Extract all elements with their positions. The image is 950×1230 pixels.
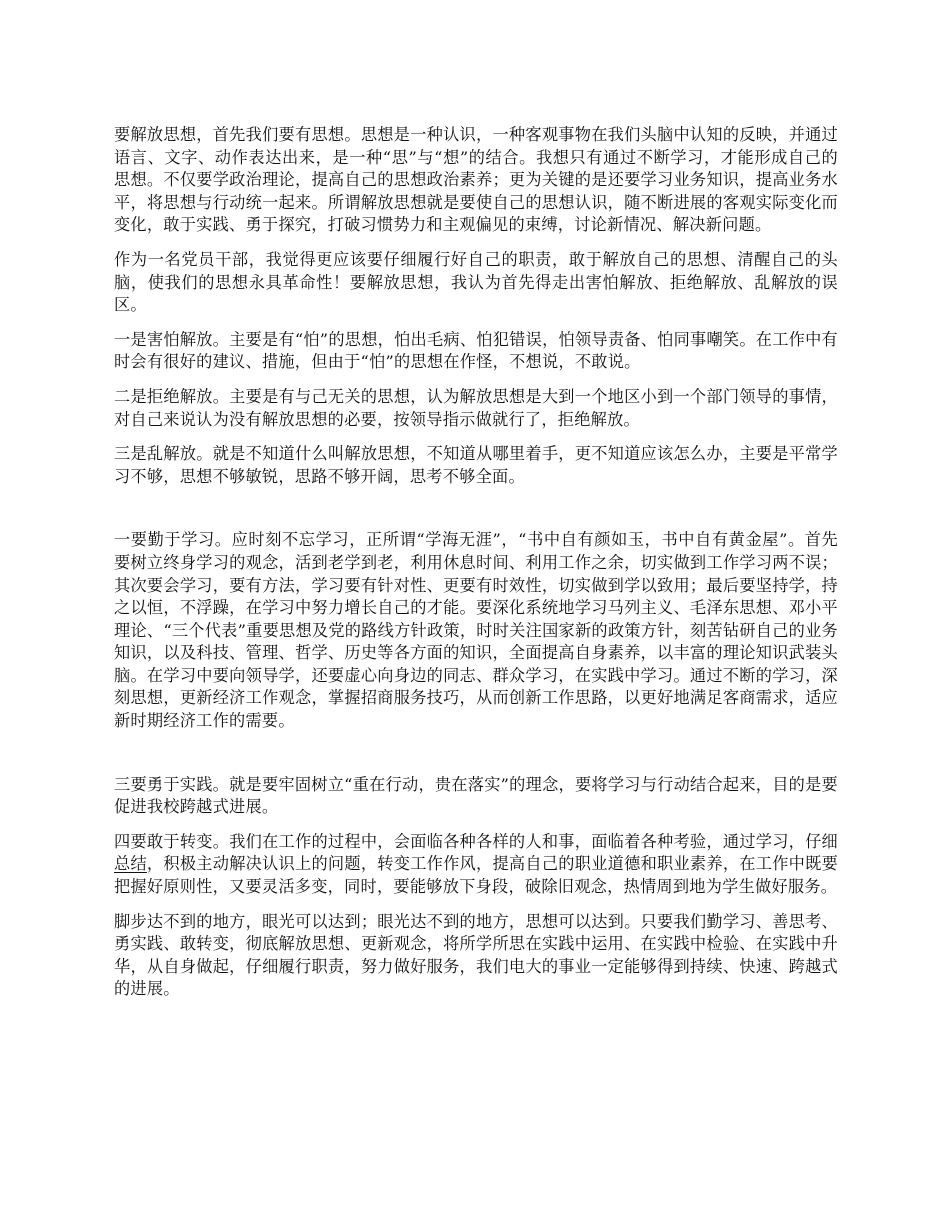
paragraph-brave-practice: 三要勇于实践。就是要牢固树立“重在行动，贵在落实”的理念，要将学习与行动结合起来，目的是要促进我校跨越式进展。 [114, 774, 838, 817]
paragraph-refuse-emancipation: 二是拒绝解放。主要是有与己无关的思想，认为解放思想是大到一个地区小到一个部门领导的事情，对自己来说认为没有解放思想的必要，按领导指示做就行了，拒绝解放。 [114, 386, 838, 429]
paragraph-text-after-link: ，积极主动解决认识上的问题，转变工作作风，提高自己的职业道德和职业素养，在工作中既要把握好原则性，又要灵活多变，同时，要能够放下身段，破除旧观念，热情周到地为学生做好服务。 [114, 854, 839, 897]
paragraph-diligent-study: 一要勤于学习。应时刻不忘学习，正所谓“学海无涯”，“书中自有颜如玉，书中自有黄金屋”。首先要树立终身学习的观念，活到老学到老，利用休息时间、利用工作之余，切实做到工作学习两不误；其次要会学习，要有方法，学习要有针对性、更要有时效性，切实做到学以致用；最后要坚持学，持之以恒，不浮躁，在学习中努力增长自己的才能。要深化系统地学习马列主义、毛泽东思想、邓小平理论、“三个代表”重要思想及党的路线方针政策，时时关注国家新的政策方针，刻苦钻研自己的业务知识，以及科技、管理、哲学、历史等各方面的知识，全面提高自身素养，以丰富的理论知识武装头脑。在学习中要向领导学，还要虚心向身边的同志、群众学习，在实践中学习。通过不断的学习，深刻思想，更新经济工作观念，掌握招商服务技巧，从而创新工作思路，以更好地满足客商需求，适应新时期经济工作的需要。 [114, 530, 838, 731]
paragraph-emancipate-thinking: 要解放思想，首先我们要有思想。思想是一种认识，一种客观事物在我们头脑中认知的反映，并通过语言、文字、动作表达出来，是一种“思”与“想”的结合。我想只有通过不断学习，才能形成自己的思想。不仅要学政治理论，提高自己的思想政治素养；更为关键的是还要学习业务知识，提高业务水平，将思想与行动统一起来。所谓解放思想就是要使自己的思想认识，随不断进展的客观实际变化而变化，敢于实践、勇于探究，打破习惯势力和主观偏见的束缚，讨论新情况、解决新问题。 [114, 125, 838, 235]
paragraph-dare-to-change [114, 831, 838, 899]
paragraph-spacer [114, 431, 838, 443]
section-spacer [114, 733, 838, 774]
paragraph-spacer [114, 374, 838, 386]
paragraph-spacer [114, 317, 838, 329]
paragraph-spacer [114, 819, 838, 831]
paragraph-party-cadre: 作为一名党员干部，我觉得更应该要仔细履行好自己的职责，敢于解放自己的思想、清醒自己的头脑，使我们的思想永具革命性！要解放思想，我认为首先得走出害怕解放、拒绝解放、乱解放的误区。 [114, 249, 838, 315]
document-page [114, 124, 838, 1001]
section-spacer [114, 488, 838, 529]
summary-link[interactable]: 总结 [114, 854, 147, 874]
paragraph-fear-emancipation: 一是害怕解放。主要是有“怕”的思想，怕出毛病、怕犯错误，怕领导责备、怕同事嘲笑。在工作中有时会有很好的建议、措施，但由于“怕”的思想在作怪，不想说，不敢说。 [114, 329, 838, 372]
paragraph-spacer [114, 237, 838, 249]
paragraph-chaotic-emancipation: 三是乱解放。就是不知道什么叫解放思想，不知道从哪里着手，更不知道应该怎么办，主要是平常学习不够，思想不够敏锐，思路不够开阔，思考不够全面。 [114, 444, 838, 486]
paragraph-spacer [114, 899, 838, 911]
paragraph-text-before-link: 四要敢于转变。我们在工作的过程中，会面临各种各样的人和事，面临着各种考验，通过学习，仔细 [114, 831, 838, 851]
paragraph-conclusion: 脚步达不到的地方，眼光可以达到；眼光达不到的地方，思想可以达到。只要我们勤学习、善思考、勇实践、敢转变，彻底解放思想、更新观念，将所学所思在实践中运用、在实践中检验、在实践中升华，从自身做起，仔细履行职责，努力做好服务，我们电大的事业一定能够得到持续、快速、跨越式的进展。 [114, 911, 838, 999]
